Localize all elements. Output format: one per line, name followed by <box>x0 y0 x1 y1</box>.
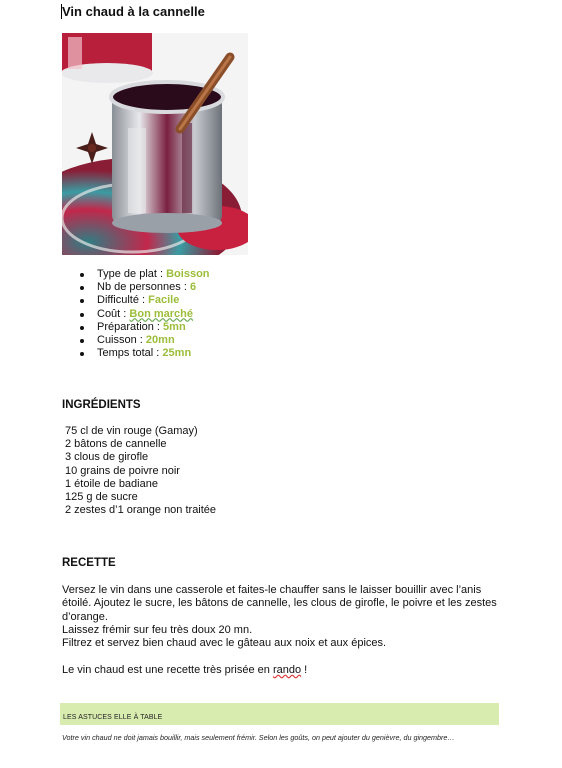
tips-banner <box>60 703 499 725</box>
ingredient-item: 75 cl de vin rouge (Gamay) <box>65 425 198 437</box>
detail-value: Boisson <box>166 268 210 280</box>
detail-value: 6 <box>189 281 197 294</box>
recipe-step: Laissez frémir sur feu très doux 20 mn. <box>62 623 253 636</box>
recipe-steps <box>62 584 502 650</box>
detail-cost <box>78 308 210 321</box>
recipe-title: Vin chaud à la cannelle <box>62 4 205 19</box>
ingredient-item: 2 zestes d’1 orange non traitée <box>65 504 217 517</box>
detail-label: Type de plat : <box>97 268 167 280</box>
detail-label: Cuisson : <box>97 334 146 347</box>
recipe-note <box>62 664 307 676</box>
detail-dish-type <box>78 268 210 281</box>
detail-label: Temps total : <box>97 347 163 360</box>
ingredient-item: 125 g de sucre <box>65 491 138 504</box>
ingredient-item: 10 grains de poivre noir <box>65 464 180 477</box>
ingredients-list <box>65 425 216 517</box>
recipe-note-text: Le vin chaud est une recette très prisée en <box>62 664 273 676</box>
tips-title: LES ASTUCES ELLE À TABLE <box>63 714 163 721</box>
detail-value: 5mn <box>163 320 186 333</box>
recipe-step: Versez le vin dans une casserole et faites-le chauffer sans le laisser bouillir avec l’anis étoilé. Ajoutez le sucre, les bâtons de cannelle, les clous de girofle, le poivre et les zestes d’orange. <box>62 584 497 623</box>
detail-prep-time <box>78 321 210 334</box>
detail-label: Nb de personnes : <box>97 281 190 294</box>
detail-label: Préparation : <box>97 320 164 333</box>
detail-total-time <box>78 347 210 360</box>
tips-text: Votre vin chaud ne doit jamais bouillir, mais seulement frémir. Selon les goûts, on peut ajouter du genièvre, du gingembre… <box>62 733 455 742</box>
detail-cook-time <box>78 334 210 347</box>
detail-servings <box>78 281 210 294</box>
mulled-wine-photo <box>62 33 248 255</box>
ingredient-item: 2 bâtons de cannelle <box>65 438 167 451</box>
ingredient-item: 1 étoile de badiane <box>65 477 158 490</box>
recipe-note-end: ! <box>301 664 308 676</box>
detail-label: Coût : <box>97 307 130 320</box>
recipe-step: Filtrez et servez bien chaud avec le gâteau aux noix et aux épices. <box>62 637 387 650</box>
recipe-details-list <box>78 268 210 360</box>
detail-difficulty <box>78 294 210 307</box>
detail-value: Bon marché <box>129 307 193 320</box>
detail-value: 20mn <box>145 334 175 347</box>
recipe-heading: RECETTE <box>62 557 116 569</box>
ingredient-item: 3 clous de girofle <box>65 451 149 464</box>
detail-label: Difficulté : <box>97 294 149 307</box>
detail-value: Facile <box>148 294 180 307</box>
recipe-note-misspelled-word: rando <box>272 664 302 676</box>
ingredients-heading: INGRÉDIENTS <box>62 399 141 411</box>
detail-value: 25mn <box>162 347 192 360</box>
